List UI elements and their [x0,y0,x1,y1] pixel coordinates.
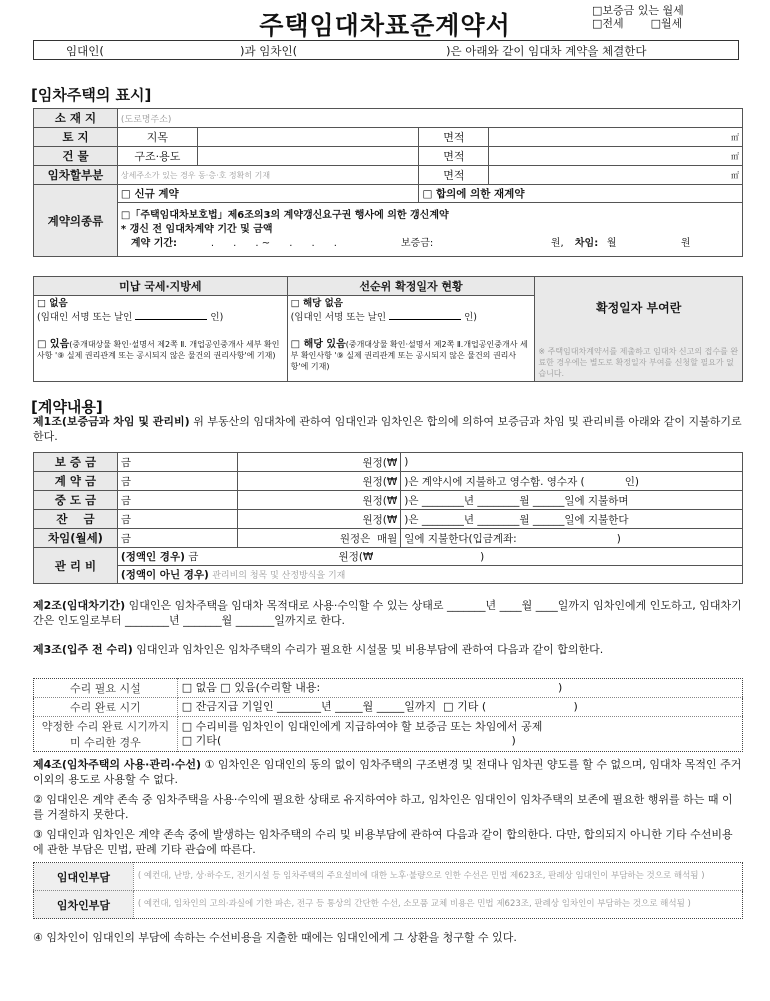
article-3-heading: 제3조(입주 전 수리) [33,643,133,656]
payment-row [34,529,743,548]
payment-amount[interactable]: 원정은 매월 [237,529,401,548]
management-fee-fixed-field: 금 원정(₩ ) [184,551,485,563]
no-priority-checkbox[interactable]: □ 해당 없음 [290,298,343,309]
no-unpaid-tax-checkbox[interactable]: □ 없음 [37,298,68,309]
payment-amount[interactable]: 원정(₩ [237,491,401,510]
no-priority-sign-label: (임대인 서명 또는 날인 [290,312,387,323]
payment-currency[interactable]: 금 [117,453,237,472]
article-2-text: 임대인은 임차주택을 임대차 목적대로 사용·수익할 수 있는 상태로 _______년 ____월 ____일까지 임차인에게 인도하고, 임대차기간은 인도일로부터 ________년 _______월 _______일까지로 한다. [33,599,742,627]
payment-table [33,452,743,584]
payment-row [34,510,743,529]
no-unpaid-tax-sign-field[interactable] [135,319,207,320]
unpaid-tax-exists-note: (중개대상물 확인·설명서 제2쪽 Ⅱ. 개업공인중개사 세부 확인사항 '⑨ 실제 권리관계 또는 공시되지 않은 물건의 권리사항'에 기재) [37,339,280,360]
unpaid-tax-header: 미납 국세·지방세 [34,277,288,296]
repair-row-label: 수리 필요 시설 [34,679,178,698]
property-section-title: [임차주택의 표시] [31,86,152,104]
management-fee-nonfixed-label: (정액이 아닌 경우) [120,569,209,581]
lease-type-options [592,4,684,30]
option-monthly-with-deposit[interactable]: □보증금 있는 월세 [592,4,684,17]
tax-priority-table [33,276,743,382]
article-4 [33,757,743,787]
management-fee-label: 관 리 비 [34,548,118,584]
repair-row [34,698,743,717]
payment-amount[interactable]: 원정(₩ [237,472,401,491]
payment-currency[interactable]: 금 [117,472,237,491]
payment-label: 잔 금 [34,510,118,529]
lessee-label: )과 임차인( [240,44,298,58]
renewal-cell [117,203,742,257]
land-area-field[interactable]: ㎡ [489,128,743,147]
payment-currency[interactable]: 금 [117,510,237,529]
priority-exists-cell [287,338,535,382]
management-fee-fixed-label: (정액인 경우) [120,551,185,563]
repair-table [33,678,743,752]
priority-exists-checkbox[interactable]: □ 해당 있음 [290,338,346,350]
article-3-text: 임대인과 임차인은 임차주택의 수리가 필요한 시설물 및 비용부담에 관하여 다음과 같이 합의한다. [132,643,604,656]
article-4-para-3: ③ 임대인과 임차인은 계약 존속 중에 발생하는 임차주택의 수리 및 비용부담에 관하여 다음과 같이 합의한다. 다만, 합의되지 아니한 기타 수선비용에 관한 부담은 민법, 판례 기타 관습에 따른다. [33,828,733,856]
land-label: 토 지 [34,128,118,147]
lessee-burden-field[interactable]: ( 예컨대, 임차인의 고의·과실에 기한 파손, 전구 등 통상의 간단한 수선, 소모품 교체 비용은 민법 제623조, 판례상 임차인이 부담하는 것으로 해석됨 ) [137,899,691,909]
renewal-right-checkbox[interactable]: □「주택임대차보호법」제6조의3의 계약갱신요구권 행사에 의한 갱신계약 [120,209,449,221]
article-4-para-2: ② 임대인은 계약 존속 중 임차주택을 사용·수익에 필요한 상태로 유지하여야 하고, 임차인은 임대인이 임차주택의 보존에 필요한 행위를 하는 때 이를 거절하지 못한다. [33,793,733,821]
prev-period-label: 계약 기간: [130,237,178,249]
option-row [592,17,684,30]
lessee-burden-label: 임차인부담 [34,891,134,919]
payment-detail[interactable]: )은 ________년 ________월 ______일에 지불한다 [401,510,743,529]
land-area-label: 면적 [419,128,489,147]
contract-section-title: [계약내용] [31,398,103,416]
fixed-date-header: 확정일자 부여란 [596,301,682,315]
repair-row-value[interactable]: □ 잔금지급 기일인 ________년 _____월 _____일까지 □ 기타 ( ) [177,698,742,717]
lessor-burden-label: 임대인부담 [34,863,134,891]
option-jeonse[interactable]: □전세 [592,17,624,30]
prev-rent-label: 차임: [574,237,599,249]
lessor-label: 임대인( [66,44,104,58]
unpaid-tax-exists-checkbox[interactable]: □ 있음 [37,338,70,350]
no-unpaid-tax-sign-label: (임대인 서명 또는 날인 [37,312,133,323]
lessor-burden-field[interactable]: ( 예컨대, 난방, 상·하수도, 전기시설 등 임차주택의 주요설비에 대한 노후·불량으로 인한 수선은 민법 제623조, 판례상 임대인이 부담하는 것으로 해석됨 ) [133,863,742,891]
repair-row-label: 약정한 수리 완료 시기까지 미 수리한 경우 [34,717,178,752]
management-fee-nonfixed-hint: 관리비의 청목 및 산정방식을 기재 [212,571,346,581]
management-fee-nonfixed[interactable] [117,566,742,584]
land-type-label: 지목 [117,128,197,147]
payment-detail[interactable]: )은 ________년 ________월 ______일에 지불하며 [401,491,743,510]
rented-part-field[interactable]: 상세주소가 있는 경우 동·층·호 정확히 기재 [117,166,419,185]
priority-header: 선순위 확정일자 현황 [287,277,535,296]
no-priority-sign-end: 인) [464,312,477,323]
burden-table [33,862,743,919]
page-title: 주택임대차표준계약서 [259,11,511,40]
building-area-field[interactable]: ㎡ [489,147,743,166]
prev-deposit-label: 보증금: [400,237,434,249]
building-structure-label: 구조·용도 [117,147,197,166]
agreed-renewal-checkbox[interactable]: □ 합의에 의한 재계약 [419,185,743,203]
payment-row [34,491,743,510]
payment-row [34,453,743,472]
rented-area-field[interactable]: ㎡ [489,166,743,185]
article-4-para-4: ④ 임차인이 임대인의 부담에 속하는 수선비용을 지출한 때에는 임대인에게 그 상환을 청구할 수 있다. [33,931,517,944]
article-4-para-1: ① 임차인은 임대인의 동의 없이 임차주택의 구조변경 및 전대나 임차권 양도를 할 수 없으며, 임대차 목적인 주거 이외의 용도로 사용할 수 없다. [33,758,742,786]
no-priority-sign-field[interactable] [389,319,461,320]
payment-amount[interactable]: 원정(₩ [237,510,401,529]
management-fee-fixed[interactable] [117,548,742,566]
article-2 [33,598,743,628]
prev-rent-won: 원 [680,237,691,249]
payment-detail[interactable]: 일에 지불한다(입금계좌: ) [401,529,743,548]
payment-row [34,472,743,491]
fixed-date-cell [535,277,743,382]
payment-label: 중 도 금 [34,491,118,510]
prev-contract-row [121,237,739,251]
building-structure-field[interactable] [197,147,419,166]
prev-contract-note: * 갱신 전 임대차계약 기간 및 금액 [120,223,273,235]
land-type-field[interactable] [197,128,419,147]
repair-row-label: 수리 완료 시기 [34,698,178,717]
payment-label: 보 증 금 [34,453,118,472]
prev-rent-month: 월 [606,237,617,249]
repair-row-value[interactable]: □ 수리비를 임차인이 임대인에게 지급하여야 할 보증금 또는 차임에서 공제 □ 기타( ) [181,720,543,747]
payment-label: 계 약 금 [34,472,118,491]
repair-row [34,717,743,752]
building-label: 건 물 [34,147,118,166]
article-1-text: 위 부동산의 임대차에 관하여 임대인과 임차인은 합의에 의하여 보증금과 차임 및 관리비를 아래와 같이 지불하기로 한다. [33,415,742,443]
new-contract-checkbox[interactable]: □ 신규 계약 [117,185,419,203]
prev-deposit-won: 원, [550,237,564,249]
article-4-heading: 제4조(임차주택의 사용·관리·수선) [33,758,202,771]
payment-currency[interactable]: 금 [117,529,237,548]
address-field[interactable]: (도로명주소) [117,109,742,128]
property-table [33,108,743,257]
no-priority-cell [287,296,535,338]
article-1 [33,414,743,444]
payment-label: 차임(월세) [34,529,118,548]
payment-currency[interactable]: 금 [117,491,237,510]
payment-amount[interactable]: 원정(₩ [237,453,401,472]
rented-area-label: 면적 [419,166,489,185]
fixed-date-note: ※ 주택임대차계약서를 제출하고 임대차 신고의 접수를 완료한 경우에는 별도로 확정일자 부여를 신청할 필요가 없습니다. [538,347,739,378]
parties-box [33,40,739,60]
article-2-heading: 제2조(임대차기간) [33,599,126,612]
no-unpaid-tax-sign-end: 인) [210,312,224,323]
payment-detail[interactable]: )은 계약시에 지불하고 영수함. 영수자 ( 인) [401,472,743,491]
contract-type-label: 계약의종류 [34,185,118,257]
priority-exists-note: (중개대상물 확인·설명서 제2쪽 Ⅱ.개업공인중개사 세부 확인사항 '⑨ 실제 권리관계 또는 공시되지 않은 물건의 권리사항'에 기재) [290,339,528,371]
repair-row [34,679,743,698]
parties-closing: )은 아래와 같이 임대차 계약을 체결한다 [446,44,647,58]
building-area-label: 면적 [419,147,489,166]
unpaid-tax-exists-cell [34,338,288,382]
prev-period-field[interactable]: . . . ~ . . . [210,237,337,249]
article-1-heading: 제1조(보증금과 차임 및 관리비) [33,415,190,428]
article-3 [33,642,743,657]
option-monthly[interactable]: □월세 [650,17,683,30]
repair-row-value[interactable]: □ 없음 □ 있음(수리할 내용: ) [177,679,742,698]
payment-detail[interactable]: ) [401,453,743,472]
address-label: 소 재 지 [34,109,118,128]
rented-part-label: 임차할부분 [34,166,118,185]
no-unpaid-tax-cell [34,296,288,338]
